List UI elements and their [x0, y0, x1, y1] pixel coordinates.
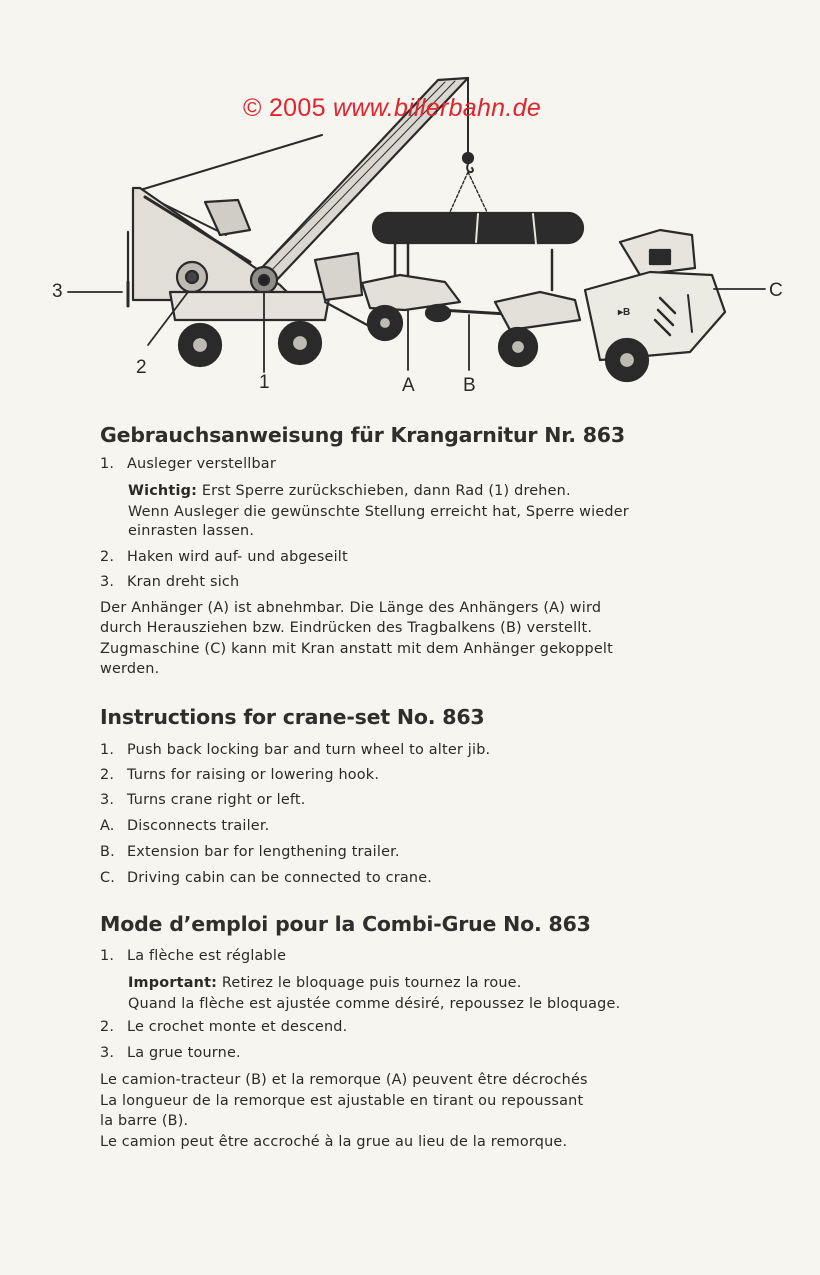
item-text: Turns for raising or lowering hook. [127, 767, 380, 783]
item-number: 2. [100, 549, 115, 565]
item-text: Kran dreht sich [127, 574, 240, 590]
french-paragraph-line-4: Le camion peut être accroché à la grue au lieu de la remorque. [100, 1134, 568, 1150]
french-title: Mode d’emploi pour la Combi-Grue No. 863 [100, 912, 591, 936]
german-paragraph-line-3: Zugmaschine (C) kann mit Kran anstatt mit dem Anhänger gekoppelt [100, 641, 613, 657]
french-item-2 [100, 1019, 720, 1035]
chains [450, 172, 487, 212]
english-item [100, 792, 720, 808]
item-number: 3. [100, 1045, 115, 1061]
french-paragraph-line-3: la barre (B). [100, 1113, 189, 1129]
german-note-line-3: einrasten lassen. [128, 523, 255, 539]
callout-3: 3 [52, 281, 63, 302]
watermark-url: www.billerbahn.de [333, 94, 542, 122]
item-number: A. [100, 818, 115, 834]
french-paragraph-line-1: Le camion-tracteur (B) et la remorque (A) peuvent être décrochés [100, 1072, 588, 1088]
svg-text:▸B: ▸B [618, 307, 631, 318]
english-item [100, 767, 720, 783]
english-item [100, 844, 720, 860]
german-note [100, 483, 748, 499]
callout-A: A [402, 375, 415, 396]
french-note [100, 975, 748, 991]
tractor-cabin [585, 230, 725, 360]
item-text: La flèche est réglable [127, 948, 287, 964]
hook-icon [467, 164, 473, 172]
german-note-line-2: Wenn Ausleger die gewünschte Stellung erreicht hat, Sperre wieder [128, 504, 629, 520]
hook-block [463, 153, 473, 163]
item-number: 3. [100, 574, 115, 590]
french-item-3 [100, 1045, 720, 1061]
german-paragraph-line-1: Der Anhänger (A) ist abnehmbar. Die Länge des Anhängers (A) wird [100, 600, 602, 616]
item-number: 2. [100, 767, 115, 783]
english-item [100, 870, 720, 886]
item-text: La grue tourne. [127, 1045, 241, 1061]
callout-1: 1 [259, 372, 270, 393]
item-text: Disconnects trailer. [127, 818, 270, 834]
item-number: B. [100, 844, 115, 860]
trailer-rear-bogie [495, 292, 580, 330]
item-text: Haken wird auf- und abgeseilt [127, 549, 348, 565]
french-note-line-2: Quand la flèche est ajustée comme désiré, repoussez le bloquage. [128, 996, 621, 1012]
item-number: C. [100, 870, 116, 886]
item-text: Le crochet monte et descend. [127, 1019, 348, 1035]
note-text: Retirez le bloquage puis tournez la roue. [217, 975, 522, 991]
item-number: 1. [100, 456, 115, 472]
item-number: 2. [100, 1019, 115, 1035]
german-item-3 [100, 574, 720, 590]
german-item-2 [100, 549, 720, 565]
crane-chassis [170, 292, 330, 320]
item-text: Driving cabin can be connected to crane. [127, 870, 433, 886]
item-text: Ausleger verstellbar [127, 456, 276, 472]
german-title: Gebrauchsanweisung für Krangarnitur Nr. 863 [100, 423, 625, 447]
french-paragraph-line-2: La longueur de la remorque est ajustable en tirant ou repoussant [100, 1093, 584, 1109]
item-number: 3. [100, 792, 115, 808]
copyright-watermark [243, 94, 541, 123]
french-item-1 [100, 948, 720, 964]
english-item [100, 742, 720, 758]
note-label: Important: [128, 975, 218, 991]
german-paragraph-line-4: werden. [100, 661, 160, 677]
english-item [100, 818, 720, 834]
callout-B: B [463, 375, 476, 396]
callout-C: C [769, 280, 783, 301]
german-paragraph-line-2: durch Herausziehen bzw. Eindrücken des Tragbalkens (B) verstellt. [100, 620, 593, 636]
callout-2: 2 [136, 357, 147, 378]
crane-rope [137, 135, 322, 191]
note-label: Wichtig: [128, 483, 198, 499]
item-number: 1. [100, 742, 115, 758]
english-title: Instructions for crane-set No. 863 [100, 705, 485, 729]
item-text: Turns crane right or left. [127, 792, 306, 808]
item-number: 1. [100, 948, 115, 964]
item-text: Extension bar for lengthening trailer. [127, 844, 400, 860]
trailer-front-bogie [362, 275, 460, 310]
watermark-copyright: © 2005 [243, 94, 326, 122]
item-text: Push back locking bar and turn wheel to alter jib. [127, 742, 491, 758]
german-item-1 [100, 456, 720, 472]
note-text: Erst Sperre zurückschieben, dann Rad (1) drehen. [197, 483, 571, 499]
